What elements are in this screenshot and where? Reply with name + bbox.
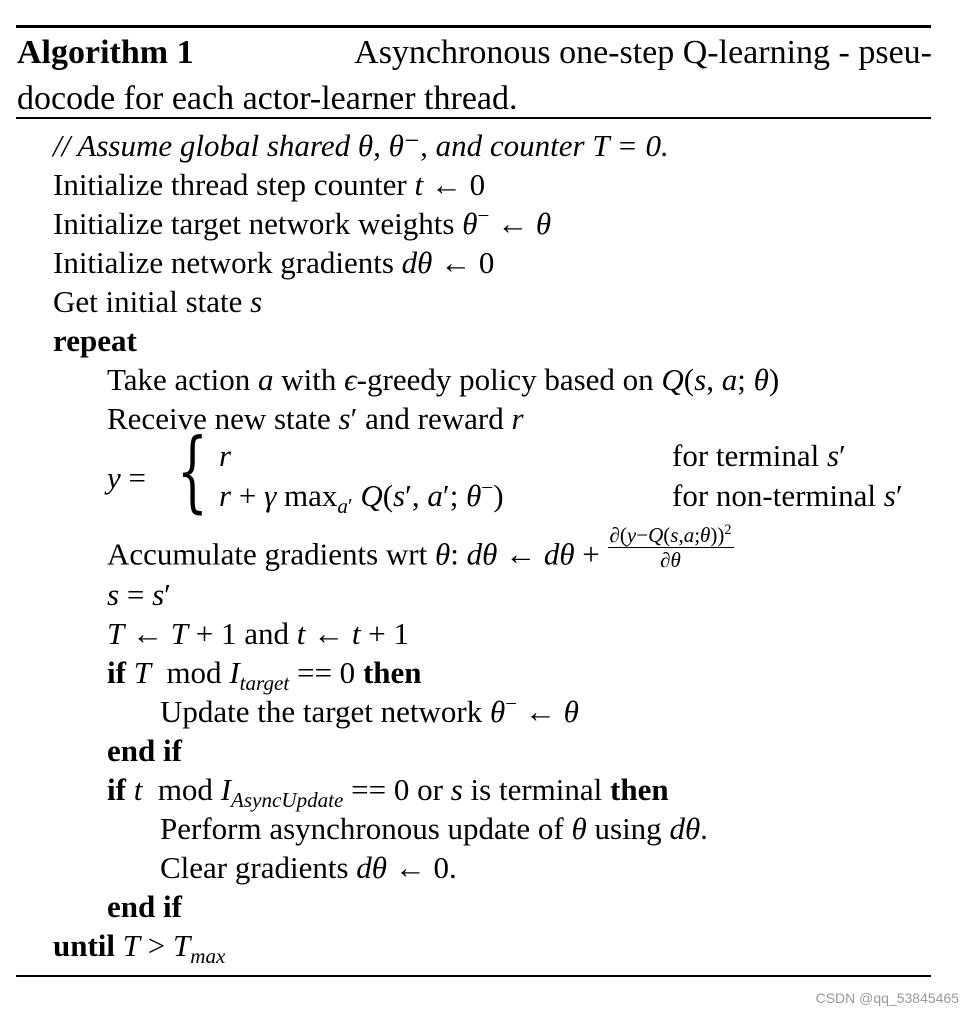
repeat-keyword: repeat [53,323,137,358]
state-assign-line: s = s′ [107,577,171,612]
update-target-line: Update the target network θ− ← θ [160,691,579,729]
get-state-line: Get initial state s [53,284,263,319]
accumulate-gradients-line: Accumulate gradients wrt θ: dθ ← dθ + $\frac{\partial(y-Q(s,a;\theta))^2}{\partial\theta}$ [107,522,732,572]
top-rule [16,25,931,28]
take-action-line: Take action a with ϵ-greedy policy based on Q(s, a; θ) [107,362,780,397]
counter-increment-line: T ← T + 1 and t ← t + 1 [107,616,409,651]
init-target-line: Initialize target network weights θ− ← θ [53,203,552,241]
init-grad-line: Initialize network gradients dθ ← 0 [53,245,495,280]
end-if-keyword-2: end if [107,889,182,924]
if-target-line: if T mod $I_{target} == 0$ then [107,655,422,696]
until-line: until $T > T_{max}$ [53,928,226,969]
watermark: CSDN @qq_53845465 [815,990,959,1006]
end-if-keyword-1: end if [107,733,182,768]
caption-rule [16,117,931,119]
algorithm-title-line1: Asynchronous one-step Q-learning - pseu- [354,34,932,71]
clear-gradients-line: Clear gradients dθ ← 0. [160,850,457,885]
if-async-line: if t mod $I_{AsyncUpdate} == 0$ or s is terminal then [107,772,669,813]
comment-line: // Assume global shared θ, θ⁻, and counter T = 0. [53,128,669,163]
perform-update-line: Perform asynchronous update of θ using dθ. [160,811,708,846]
algorithm-caption [17,30,932,122]
algorithm-label: Algorithm 1 [17,34,194,71]
algorithm-title-line2: docode for each actor-learner thread. [17,80,518,117]
bottom-rule [16,975,931,977]
gradient-fraction: $\frac{\partial(y-Q(s,a;\theta))^2}{\partial\theta}$ [609,522,732,572]
left-brace: { [177,419,208,522]
receive-state-line: Receive new state s′ and reward r [107,401,524,436]
target-y-equation: y = { r r + γ $\max_{a'} Q(s'$, a′; θ−) for terminal s′ for non-terminal s′ [107,419,903,522]
init-counter-line: Initialize thread step counter t ← 0 [53,167,486,202]
